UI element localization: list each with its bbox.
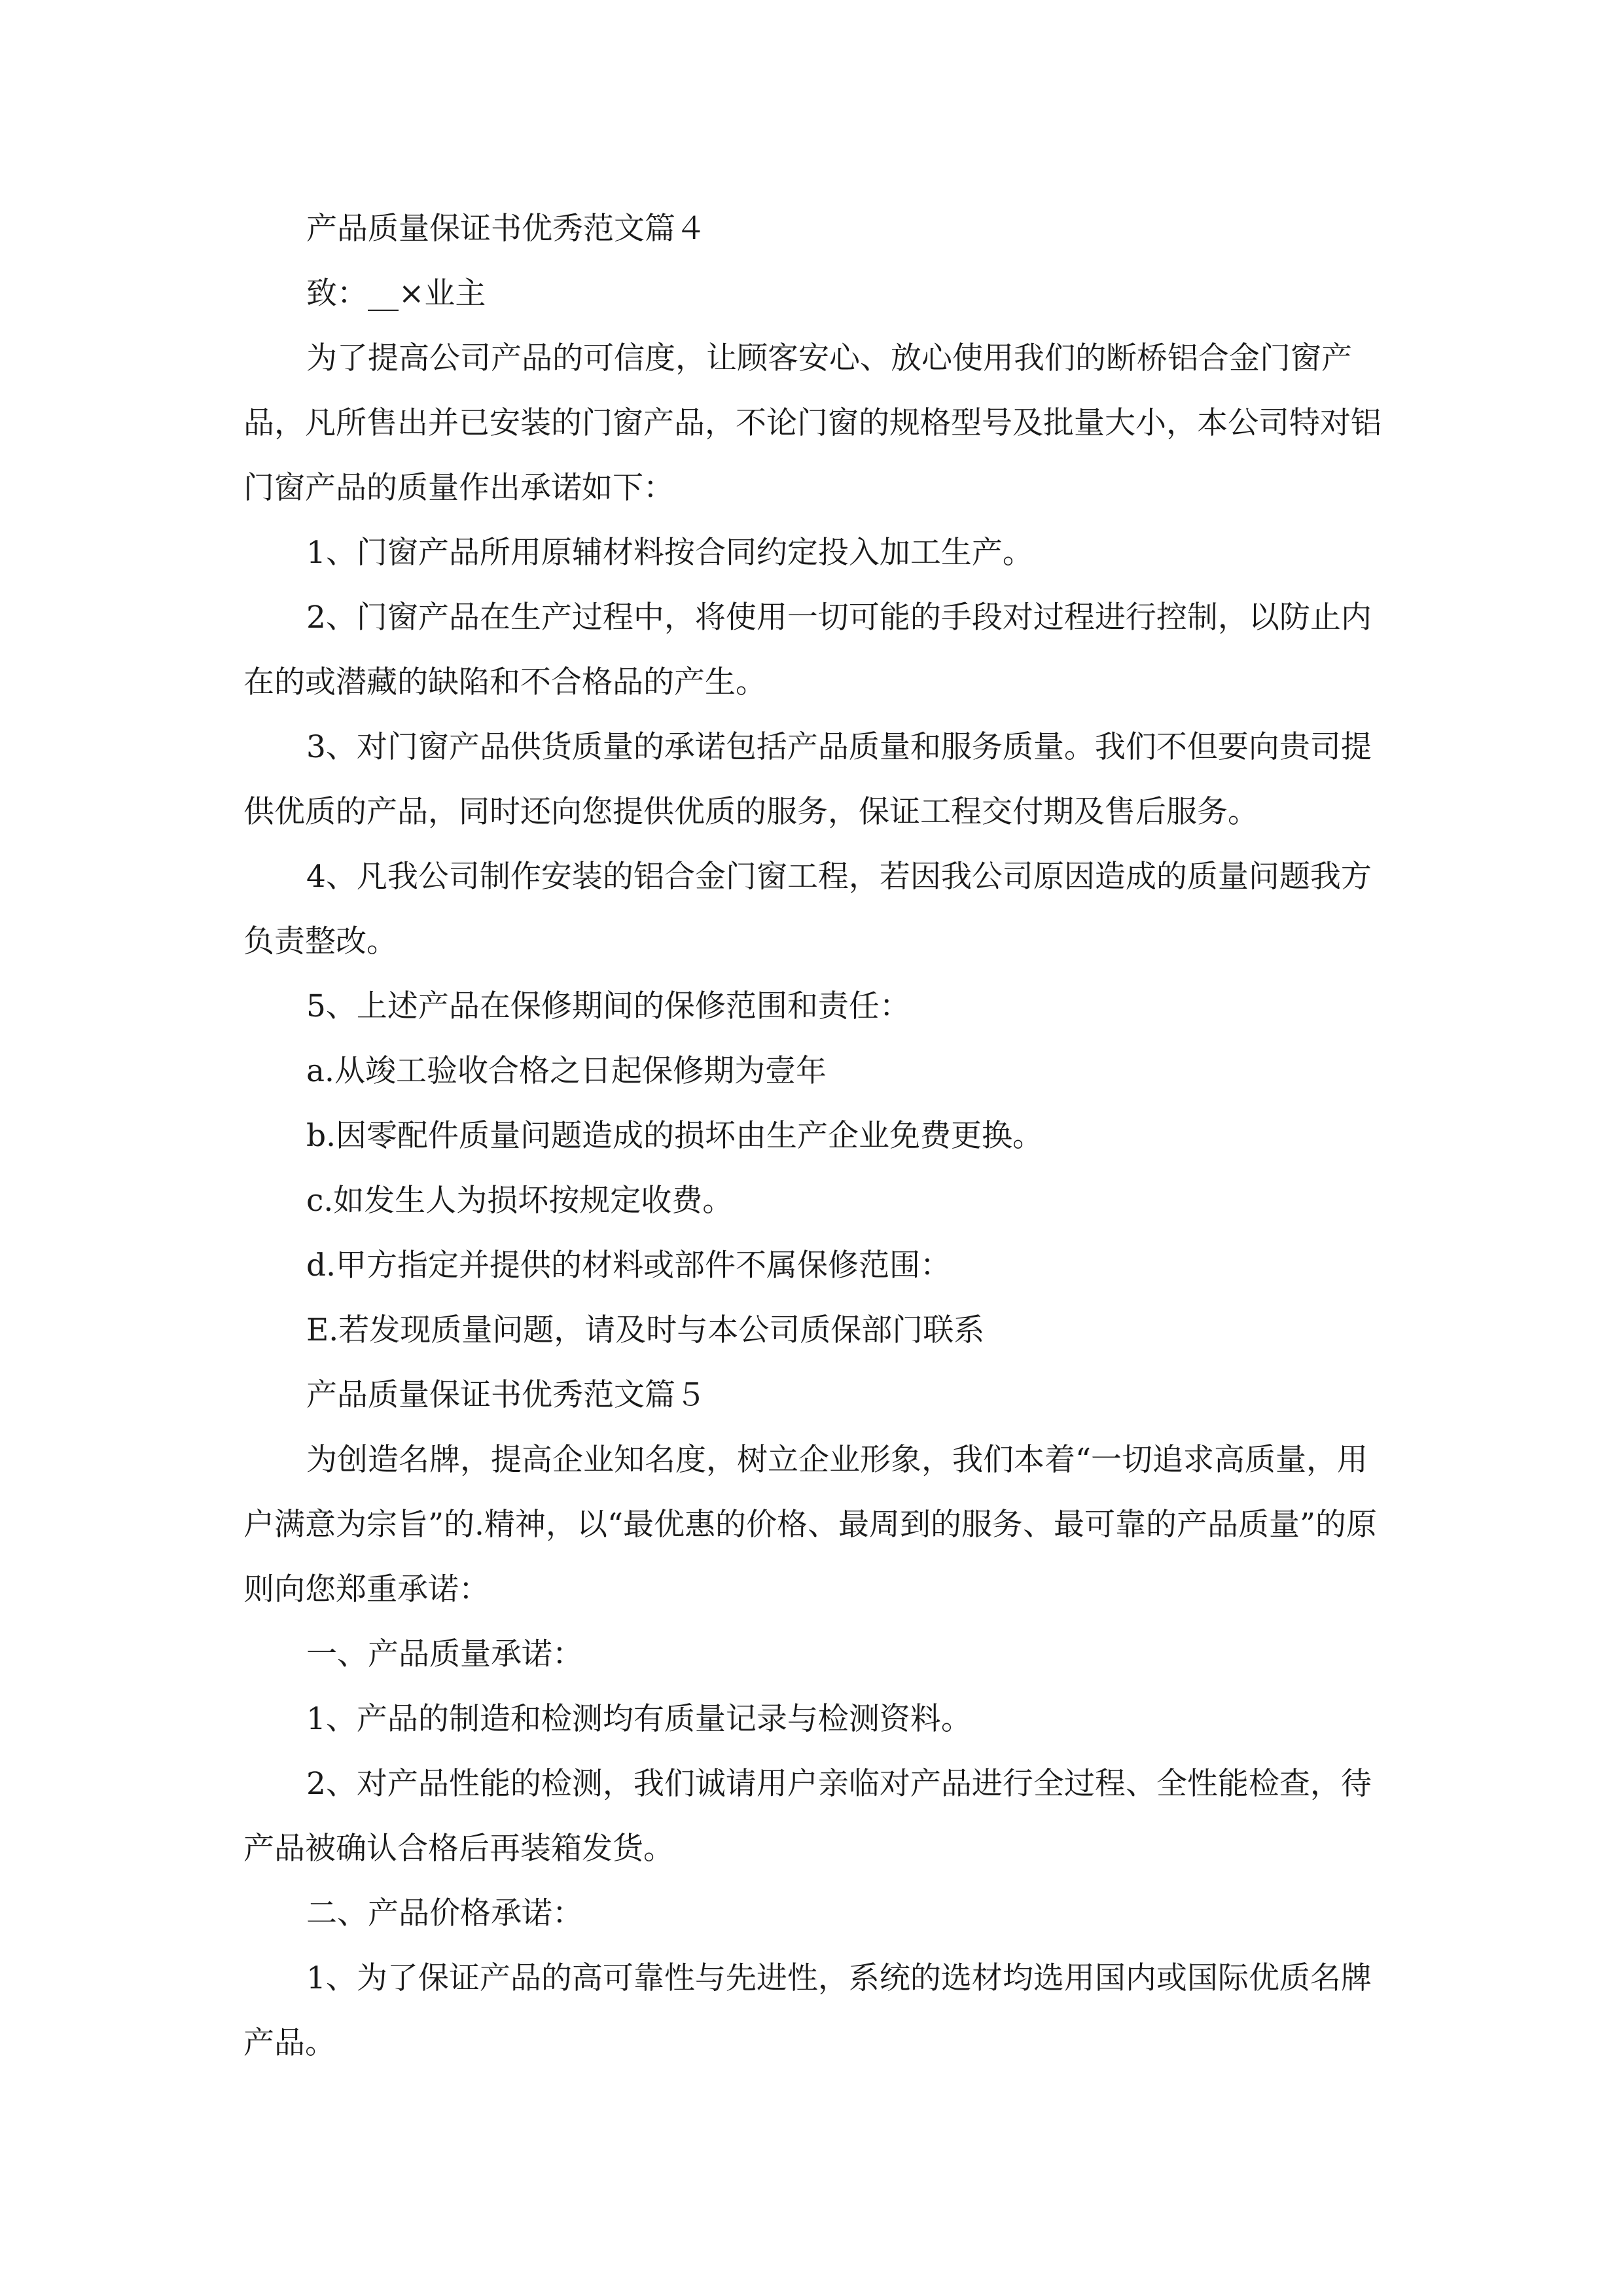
sub-item: E.若发现质量问题，请及时与本公司质保部门联系 (306, 1312, 985, 1348)
sub-item: c.如发生人为损坏按规定收费。 (306, 1183, 734, 1219)
paragraph: 为创造名牌，提高企业知名度，树立企业形象，我们本着“一切追求高质量，用户满意为宗旨”的.精神，以“最优惠的价格、最周到的服务、最可靠的产品质量”的原则向您郑重承诺： (243, 1442, 1378, 1607)
section-title: 产品质量保证书优秀范文篇４ (306, 211, 706, 247)
document-body (243, 196, 1382, 2075)
section-4 (243, 196, 1382, 1363)
paragraph: 为了提高公司产品的可信度，让顾客安心、放心使用我们的断桥铝合金门窗产品，凡所售出并已安装的门窗产品，不论门窗的规格型号及批量大小，本公司特对铝门窗产品的质量作出承诺如下： (243, 340, 1382, 506)
list-item: 5、上述产品在保修期间的保修范围和责任： (306, 988, 910, 1024)
list-item: 1、为了保证产品的高可靠性与先进性，系统的选材均选用国内或国际优质名牌产品。 (243, 1960, 1372, 2061)
list-item: 1、门窗产品所用原辅材料按合同约定投入加工生产。 (306, 535, 1033, 571)
sub-item: a.从竣工验收合格之日起保修期为壹年 (306, 1053, 827, 1089)
list-item: 2、对产品性能的检测，我们诚请用户亲临对产品进行全过程、全性能检查，待产品被确认合格后再装箱发货。 (243, 1766, 1372, 1867)
list-item: 2、门窗产品在生产过程中，将使用一切可能的手段对过程进行控制，以防止内在的或潜藏的缺陷和不合格品的产生。 (243, 600, 1372, 700)
sub-item: b.因零配件质量问题造成的损坏由生产企业免费更换。 (306, 1118, 1044, 1154)
subheading: 二、产品价格承诺： (306, 1895, 583, 1931)
list-item: 3、对门窗产品供货质量的承诺包括产品质量和服务质量。我们不但要向贵司提供优质的产品，同时还向您提供优质的服务，保证工程交付期及售后服务。 (243, 729, 1372, 830)
subheading: 一、产品质量承诺： (306, 1636, 583, 1672)
section-title: 产品质量保证书优秀范文篇５ (306, 1377, 706, 1413)
section-5 (243, 1363, 1382, 2075)
list-item: 1、产品的制造和检测均有质量记录与检测资料。 (306, 1701, 972, 1737)
sub-item: d.甲方指定并提供的材料或部件不属保修范围： (306, 1247, 952, 1283)
salutation: 致：__×业主 (306, 276, 486, 312)
list-item: 4、凡我公司制作安装的铝合金门窗工程，若因我公司原因造成的质量问题我方负责整改。 (243, 859, 1372, 960)
